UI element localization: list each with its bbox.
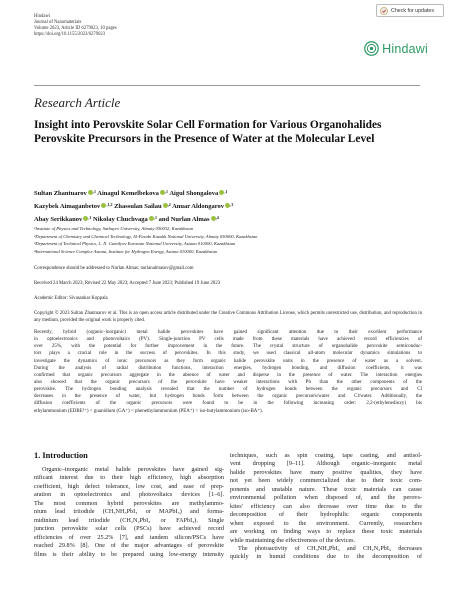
author-line-2: Kazybek Aimaganbetov $^{,1,2}$ Zhassulan Sailau $^{,2}$ Anuar Aldongarov $^{,3}$ — [34, 201, 234, 211]
check-updates-icon — [380, 7, 388, 15]
text-line: decomposition of their hydrophilic organic components — [230, 511, 422, 519]
introduction-column-left — [34, 466, 224, 559]
text-line: Recently, hybrid (organic–inorganic) metal halide perovskites have gained significant attention due to their excellent performance — [34, 330, 422, 335]
text-line: investigate the dynamics of ionic precursors as they form organic halide perovskite units in the presence of water as a solvent. — [34, 358, 422, 364]
header-divider — [34, 85, 420, 86]
text-line: not yet been widely commercialized due to their toxic com- — [230, 477, 422, 485]
text-line: decreases in the presence of water, but hydrogen bonds form between the organic precursors/water and Cl/water. Additionally, the — [34, 394, 422, 400]
article-title: Insight into Perovskite Solar Cell Formation for Various Organohalides Perovskite Precursors in the Presence of Water at the Molecular Level — [34, 119, 382, 145]
text-line: efficiencies of over 25.2% [7], and tandem silicon/PSCs have — [34, 533, 224, 541]
author-affiliation-mark: 1 — [94, 189, 96, 194]
copyright-notice: Copyright © 2023 Sultan Zhantuarov et al. This is an open access article distributed under the Creative Commons Attribution License, which permits unrestricted use, distribution, and reproduction in any medium, provided the original work is properly cited. — [34, 311, 422, 323]
volume-line: Volume 2023, Article ID 6279023, 10 pages — [34, 26, 117, 32]
author-affiliation-mark: 1 — [154, 214, 157, 220]
text-line: diffusion coefficients of the organic precursors were found to be in the following increasing order: 2,2-(ethylenedioxy) bis — [34, 401, 422, 407]
text-line: kites' efficiency can also decrease over time due to the — [230, 502, 422, 510]
introduction-column-right — [230, 452, 422, 562]
text-line: halide perovskites have many positive qualities, they have — [230, 468, 422, 476]
text-line: midinium lead triiodide (CH₂N₂PbI₃ or FAPbI₃). Single — [34, 516, 224, 524]
text-line: ethylammonium (EDBE²⁺) < guanidium (GA⁺) < phenethylammonium (PEA⁺) < iso-butylammonium (iso-BA⁺). — [34, 408, 263, 414]
text-line: nium lead triiodide (CH₃NH₃PbI₃ or MAPbI₃) and forma- — [34, 508, 224, 516]
text-line: films is their ability to be prepared using low-energy intensity — [34, 550, 224, 558]
academic-editor: Academic Editor: Sivasankar Koppala — [34, 296, 108, 301]
doi-link[interactable]: https://doi.org/10.1155/2023/6279023 — [34, 32, 106, 38]
brand-name: Hindawi — [382, 41, 428, 56]
text-line: reached 29.8% [8]. One of the major advantages of perovskite — [34, 542, 224, 550]
author-name[interactable]: Nikolay Chuchvaga — [93, 216, 148, 224]
text-line: vent dropping [9–11]. Although organic–inorganic metal — [230, 460, 422, 468]
author-name[interactable]: Abay Serikkanov — [34, 216, 83, 224]
author-affiliation-mark: 1 — [166, 189, 169, 194]
author-affiliation-mark: 1,2 — [107, 201, 113, 207]
affiliation: ⁴International Science Complex Astana, Institute for Hydrogen Energy, Astana 010000, Kazakhstan — [34, 249, 218, 255]
check-updates-label: Check for updates — [391, 7, 434, 14]
text-line: in optoelectronics and photovoltaics (PV). Single-junction PV cells made from these materials have achieved record efficiencies of — [34, 337, 422, 343]
correspondence-note: Correspondence should be addressed to Nurlan Almas; nurlanalmasov@gmail.com — [34, 266, 194, 271]
author-line-3: Abay Serikkanov $^{,1}$ Nikolay Chuchvaga $^{,1}$ and Nurlan Almas $^{,4}$ — [34, 214, 219, 224]
section-heading-introduction: 1. Introduction — [34, 451, 88, 460]
author-affiliation-mark: 4 — [216, 214, 219, 220]
text-line: junction perovskite solar cells (PSCs) have achieved record — [34, 525, 224, 533]
text-line: The photoactivity of CH₃NH₃PbI₃ and CH₂N₂PbI₃ decreases — [238, 544, 422, 552]
text-line: aration in optoelectronics and photovoltaics devices [1–6]. — [34, 491, 224, 499]
publisher-brand — [364, 41, 428, 56]
author-name[interactable]: Zhassulan Sailau — [114, 203, 162, 211]
journal-info — [34, 14, 117, 38]
text-line: while maintaining the effectiveness of the devices. — [230, 536, 356, 544]
hindawi-logo-icon — [364, 41, 379, 56]
abstract — [34, 329, 422, 415]
text-line: Organic–inorganic metal halide perovskites have gained sig- — [42, 466, 224, 473]
text-line: over 25%, with the potential for further improvement in the future. The crystal structure of organohalide perovskite semiconduc- — [34, 344, 422, 350]
text-line: environmental pollution when disposed of, and the perovs- — [230, 494, 422, 502]
text-line: coefficient, high defect tolerance, low cost, and ease of prep- — [34, 482, 224, 490]
author-affiliation-mark: 3 — [231, 201, 234, 207]
author-line-1: Sultan Zhantuarov $^{,1}$ Ainagul Kemelbekova $^{,1}$ Aigul Shongalova $^{,1}$ — [34, 189, 228, 198]
affiliation: ³Department of Technical Physics, L. N. Gumilyov Eurasian National University, Astana 010000, Kazakhstan — [34, 241, 236, 247]
journal-name: Journal of Nanomaterials — [34, 20, 82, 26]
text-line: when exposed to the environment. Currently, researchers — [230, 519, 422, 527]
article-type: Research Article — [34, 95, 121, 110]
text-line: The most common hybrid perovskites are methylammo- — [34, 499, 224, 507]
text-line: also showed that the organic precursors of the perovskite have weaker interactions with Pb than the other components of the — [34, 379, 422, 385]
author-name[interactable]: Anuar Aldongarov — [172, 203, 225, 211]
publication-dates: Received 24 March 2023; Revised 22 May 2023; Accepted 7 June 2023; Published 19 June 2023 — [34, 281, 221, 286]
author-list — [34, 187, 434, 226]
author-conjunction: and — [158, 216, 171, 224]
text-line: are working on finding ways to replace these toxic materials — [230, 528, 422, 536]
check-for-updates-button[interactable] — [376, 4, 444, 17]
author-name[interactable]: Sultan Zhantuarov — [34, 190, 87, 198]
text-line: nificant interest due to their high efficiency, high absorption — [34, 474, 224, 482]
author-affiliation-mark: 1 — [89, 214, 92, 220]
affiliation: ²Department of Chemistry and Chemical Technology, Al-Farabi Kazakh National University, Almaty 050000, Kazakhstan — [34, 233, 258, 239]
text-line: ponents and unstable nature. These toxic materials can cause — [230, 485, 422, 493]
text-line: confirmed that organic precursors aggregate in the absence of water and disperse in the presence of water. The interaction energies — [34, 372, 422, 378]
affiliation: ¹Institute of Physics and Technology, Satbayev University, Almaty 050032, Kazakhstan — [34, 226, 194, 231]
publisher-line: Hindawi — [34, 14, 51, 19]
text-line: During the analysis of radial distribution functions, interaction energies, hydrogen bonding, and diffusion coefficients, it was — [34, 365, 422, 371]
text-line: quickly in humid conditions due to the decomposition of — [230, 553, 422, 561]
author-name[interactable]: Kazybek Aimaganbetov — [34, 203, 101, 211]
author-affiliation-mark: 1 — [225, 189, 228, 194]
text-line: perovskite. The hydrogen bonding analysis revealed that the number of hydrogen bonds between the organic precursors and Cl — [34, 387, 422, 393]
author-name[interactable]: Ainagul Kemelbekova — [97, 190, 159, 198]
author-name[interactable]: Nurlan Almas — [170, 216, 210, 224]
text-line: tors plays a crucial role in the success of perovskites. In this study, we used classical all-atom molecular dynamics simulations to — [34, 351, 422, 357]
text-line: techniques, such as spin coating, tape casting, and antisol- — [230, 452, 422, 459]
author-name[interactable]: Aigul Shongalova — [169, 190, 219, 198]
author-affiliation-mark: 2 — [168, 201, 171, 207]
affiliation-list — [34, 225, 434, 256]
